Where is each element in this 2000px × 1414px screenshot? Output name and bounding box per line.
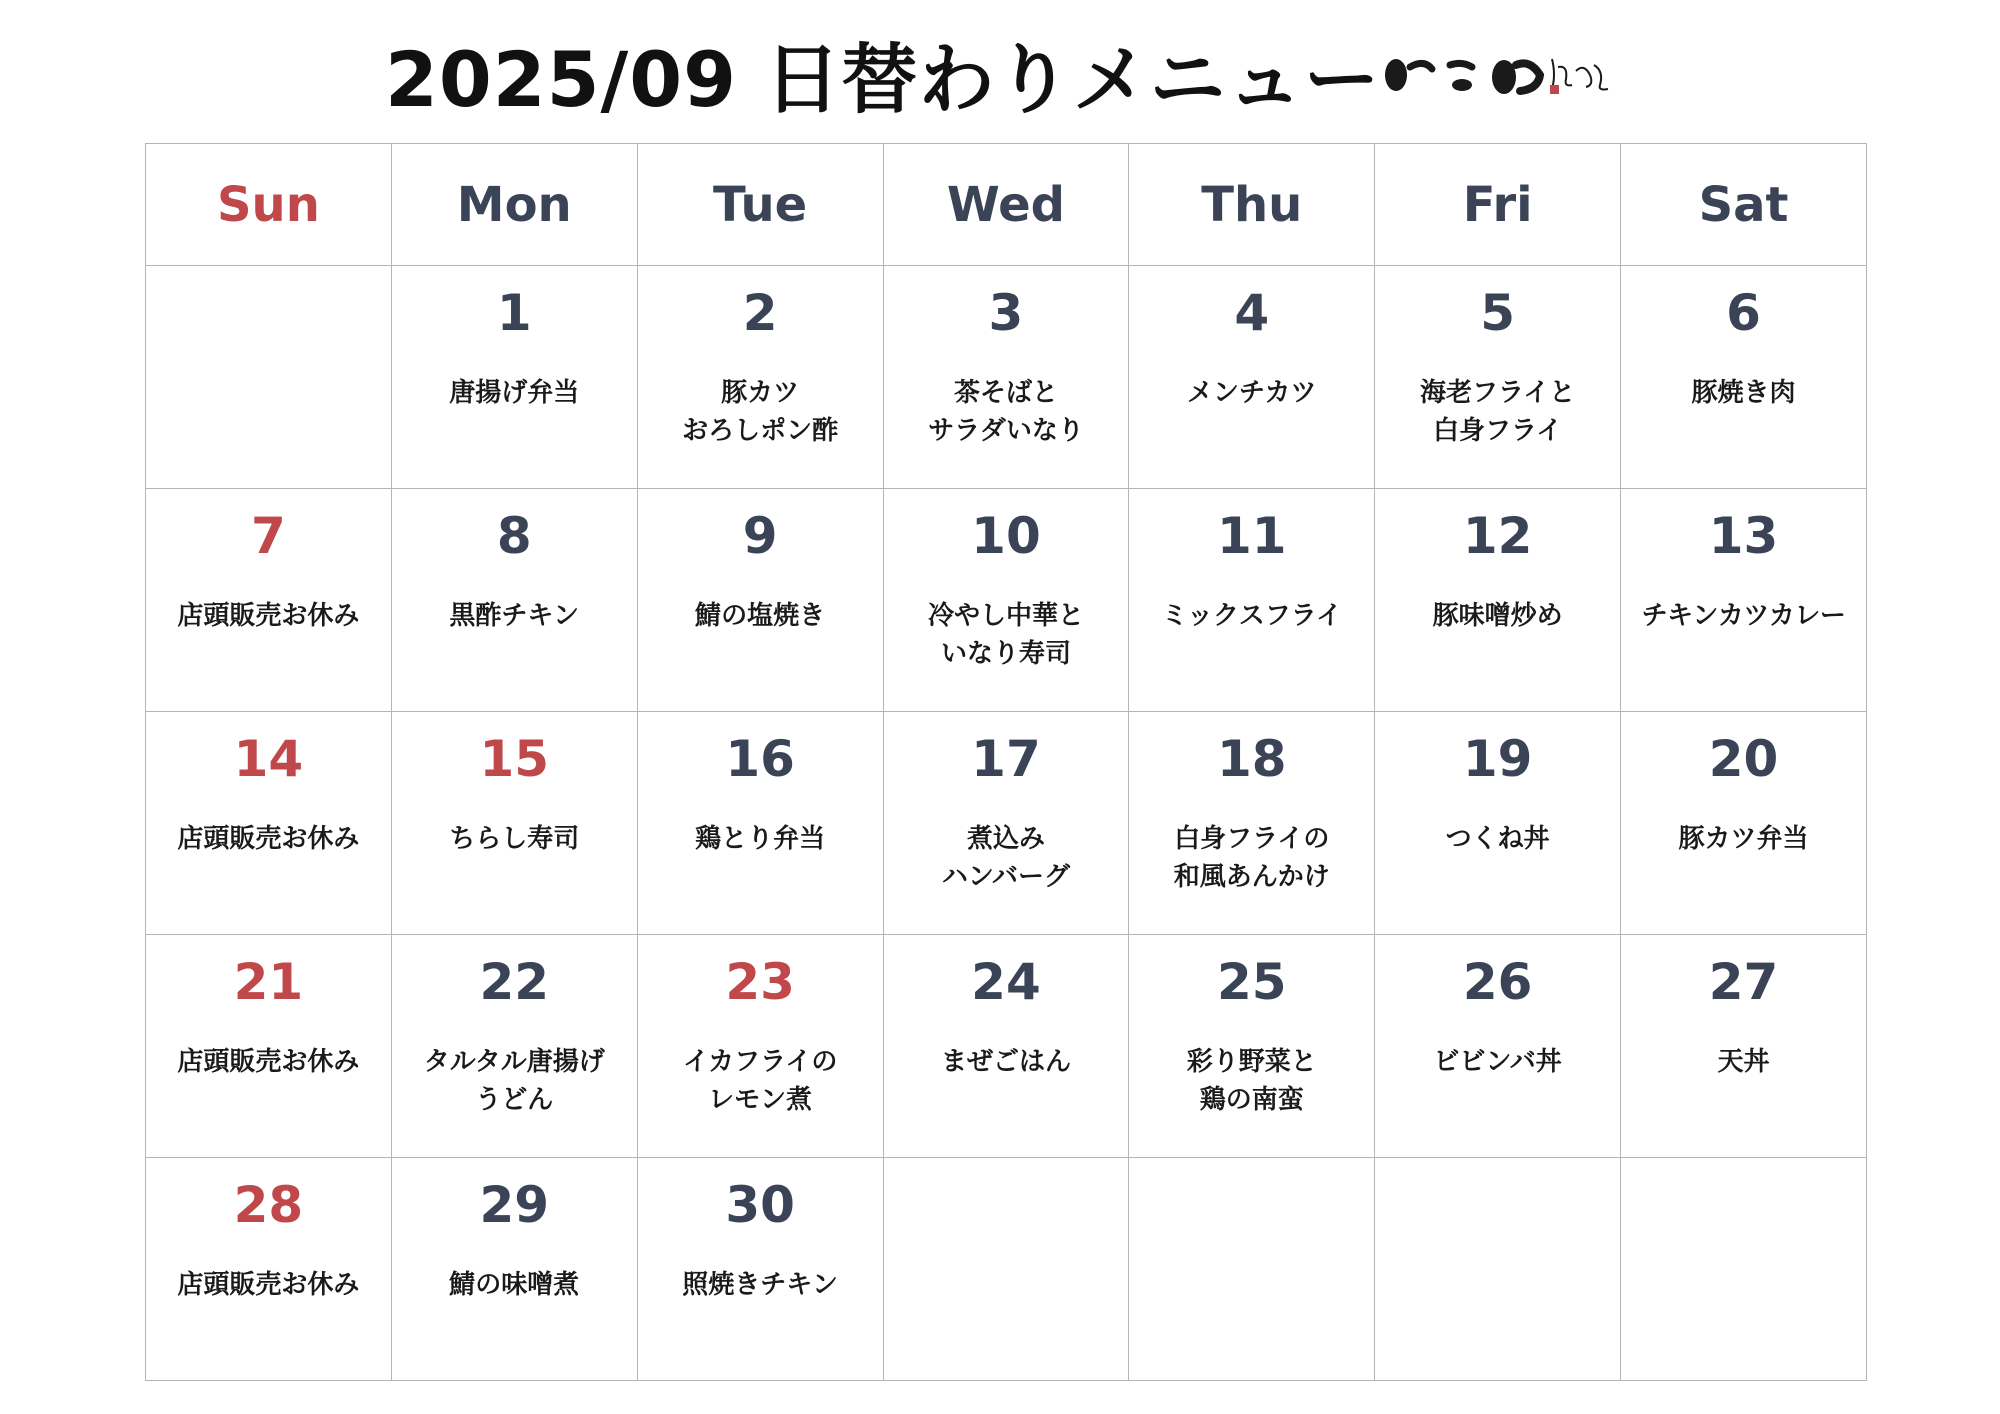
day-cell <box>391 1158 637 1381</box>
day-menu: 煮込み ハンバーグ <box>941 824 1071 892</box>
day-cell <box>146 712 392 935</box>
day-number: 24 <box>971 953 1041 1011</box>
day-menu: 豚カツ おろしポン酢 <box>682 378 839 446</box>
day-cell <box>883 266 1129 489</box>
day-number: 8 <box>496 507 532 565</box>
weekday-header-sun: Sun <box>146 144 392 266</box>
day-menu: 鶏とり弁当 <box>695 824 826 854</box>
day-number: 17 <box>971 730 1041 788</box>
week-row <box>146 266 1867 489</box>
day-menu: 黒酢チキン <box>449 601 580 631</box>
calendar-grid <box>145 143 1867 1381</box>
day-menu: 豚焼き肉 <box>1691 378 1796 408</box>
day-cell <box>1375 1158 1621 1381</box>
day-number: 14 <box>233 730 304 788</box>
day-cell <box>637 712 883 935</box>
day-cell <box>1375 266 1621 489</box>
day-menu: 唐揚げ弁当 <box>449 378 580 408</box>
weekday-header-row <box>146 144 1867 266</box>
day-menu: 鯖の味噌煮 <box>449 1270 580 1300</box>
day-menu: メンチカツ <box>1187 378 1317 408</box>
day-number: 25 <box>1217 953 1287 1011</box>
day-cell <box>1129 935 1375 1158</box>
brand-logo <box>1380 45 1610 105</box>
day-cell <box>1621 712 1867 935</box>
day-menu: 彩り野菜と 鶏の南蛮 <box>1186 1047 1317 1115</box>
day-cell <box>1129 712 1375 935</box>
day-cell <box>1375 935 1621 1158</box>
calendar-body <box>146 266 1867 1381</box>
day-menu: 白身フライの 和風あんかけ <box>1173 824 1330 892</box>
day-menu: 豚カツ弁当 <box>1678 824 1809 854</box>
day-number: 10 <box>971 507 1041 565</box>
day-menu: チキンカツカレー <box>1641 601 1846 631</box>
day-cell <box>1621 1158 1867 1381</box>
day-cell <box>883 1158 1129 1381</box>
day-cell <box>146 266 392 489</box>
day-number: 2 <box>742 284 778 342</box>
day-cell <box>883 489 1129 712</box>
day-cell <box>146 935 392 1158</box>
day-number <box>884 1172 1129 1238</box>
day-number: 26 <box>1462 953 1533 1011</box>
day-menu: 照焼きチキン <box>682 1270 838 1300</box>
day-menu: 店頭販売お休み <box>177 1047 360 1077</box>
day-number: 29 <box>479 1176 550 1234</box>
day-cell <box>1129 489 1375 712</box>
day-number: 13 <box>1708 507 1779 565</box>
day-number <box>1129 1172 1374 1238</box>
week-row <box>146 489 1867 712</box>
day-number <box>1621 1172 1866 1238</box>
weekday-header-wed: Wed <box>883 144 1129 266</box>
page-title: 2025/09 日替わりメニュー <box>385 35 1381 124</box>
day-number: 15 <box>479 730 550 788</box>
week-row <box>146 1158 1867 1381</box>
day-number: 27 <box>1708 953 1779 1011</box>
weekday-header-tue: Tue <box>637 144 883 266</box>
day-number: 3 <box>988 284 1024 342</box>
day-number: 6 <box>1726 284 1761 342</box>
day-cell <box>1129 266 1375 489</box>
day-number: 18 <box>1217 730 1287 788</box>
day-number: 11 <box>1217 507 1287 565</box>
day-cell <box>1375 712 1621 935</box>
day-number: 1 <box>496 284 532 342</box>
day-cell <box>1621 489 1867 712</box>
day-cell <box>391 712 637 935</box>
day-cell <box>1621 935 1867 1158</box>
day-cell <box>883 712 1129 935</box>
day-cell <box>1621 266 1867 489</box>
day-cell <box>146 1158 392 1381</box>
day-menu: つくね丼 <box>1445 824 1550 854</box>
day-cell <box>1129 1158 1375 1381</box>
day-number: 9 <box>742 507 778 565</box>
day-menu: 冷やし中華と いなり寿司 <box>927 601 1084 669</box>
week-row <box>146 935 1867 1158</box>
day-menu: ミックスフライ <box>1161 601 1343 631</box>
day-cell <box>391 266 637 489</box>
day-number <box>146 280 391 346</box>
day-number: 16 <box>725 730 795 788</box>
day-menu: 豚味噌炒め <box>1432 601 1563 631</box>
day-menu: 鯖の塩焼き <box>695 601 826 631</box>
day-cell <box>637 266 883 489</box>
day-number <box>1375 1172 1620 1238</box>
day-number: 28 <box>233 1176 304 1234</box>
day-cell <box>146 489 392 712</box>
day-menu: まぜごはん <box>940 1047 1071 1077</box>
day-number: 30 <box>725 1176 795 1234</box>
weekday-header-sat: Sat <box>1621 144 1867 266</box>
day-number: 21 <box>233 953 304 1011</box>
day-number: 22 <box>479 953 550 1011</box>
week-row <box>146 712 1867 935</box>
day-menu: 店頭販売お休み <box>177 824 360 854</box>
day-menu: 茶そばと サラダいなり <box>928 378 1084 446</box>
day-cell <box>637 1158 883 1381</box>
day-menu: イカフライの レモン煮 <box>682 1047 838 1115</box>
day-cell <box>391 935 637 1158</box>
day-number: 23 <box>725 953 795 1011</box>
day-menu: タルタル唐揚げ うどん <box>423 1047 605 1115</box>
day-menu: 海老フライと 白身フライ <box>1420 378 1576 446</box>
day-cell <box>637 935 883 1158</box>
day-cell <box>1375 489 1621 712</box>
day-cell <box>637 489 883 712</box>
weekday-header-mon: Mon <box>391 144 637 266</box>
day-number: 12 <box>1462 507 1533 565</box>
day-menu: 店頭販売お休み <box>177 1270 360 1300</box>
day-menu: 店頭販売お休み <box>177 601 360 631</box>
day-number: 5 <box>1480 284 1516 342</box>
day-menu: ビビンバ丼 <box>1433 1047 1562 1077</box>
day-cell <box>883 935 1129 1158</box>
day-number: 20 <box>1708 730 1779 788</box>
weekday-header-thu: Thu <box>1129 144 1375 266</box>
day-cell <box>391 489 637 712</box>
day-number: 4 <box>1234 284 1270 342</box>
day-menu: 天丼 <box>1717 1047 1770 1077</box>
day-menu: ちらし寿司 <box>449 824 580 854</box>
day-number: 19 <box>1462 730 1533 788</box>
weekday-header-fri: Fri <box>1375 144 1621 266</box>
day-number: 7 <box>251 507 286 565</box>
